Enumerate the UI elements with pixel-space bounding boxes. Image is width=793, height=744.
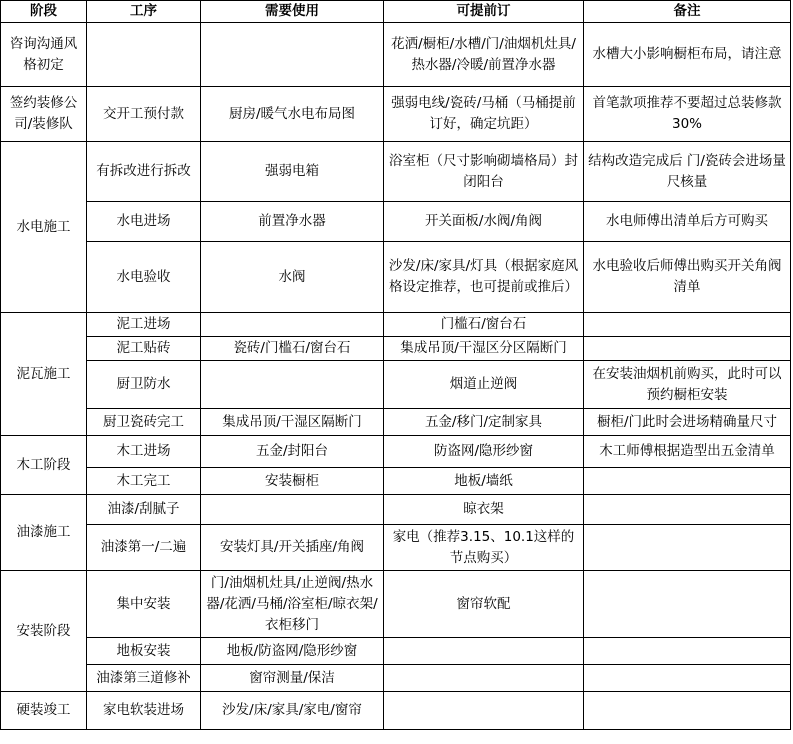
process-cell: 泥工贴砖	[87, 337, 201, 361]
process-cell: 交开工预付款	[87, 87, 201, 142]
table-row	[1, 665, 791, 692]
table-row	[1, 638, 791, 665]
notes-cell: 橱柜/门此时会进场精确量尺寸	[584, 409, 791, 436]
process-cell: 木工完工	[87, 468, 201, 495]
process-cell: 水电进场	[87, 202, 201, 242]
preorder-cell: 家电（推荐3.15、10.1这样的节点购买）	[384, 525, 584, 571]
stage-cell: 油漆施工	[1, 495, 87, 571]
needed-cell: 厨房/暖气水电布局图	[201, 87, 384, 142]
table-row	[1, 571, 791, 638]
preorder-cell: 地板/墙纸	[384, 468, 584, 495]
needed-cell	[201, 313, 384, 337]
process-cell: 厨卫瓷砖完工	[87, 409, 201, 436]
needed-cell: 前置净水器	[201, 202, 384, 242]
process-cell: 油漆第三道修补	[87, 665, 201, 692]
notes-cell: 在安装油烟机前购买，此时可以预约橱柜安装	[584, 361, 791, 409]
notes-cell: 木工师傅根据造型出五金清单	[584, 436, 791, 468]
table-row	[1, 142, 791, 202]
process-cell: 地板安装	[87, 638, 201, 665]
needed-cell: 窗帘测量/保洁	[201, 665, 384, 692]
process-cell: 木工进场	[87, 436, 201, 468]
notes-cell	[584, 468, 791, 495]
preorder-cell: 防盗网/隐形纱窗	[384, 436, 584, 468]
table-row	[1, 337, 791, 361]
notes-cell	[584, 571, 791, 638]
table-row	[1, 23, 791, 87]
process-cell: 集中安装	[87, 571, 201, 638]
preorder-cell	[384, 665, 584, 692]
header-stage: 阶段	[1, 1, 87, 23]
needed-cell: 安装灯具/开关插座/角阀	[201, 525, 384, 571]
preorder-cell: 烟道止逆阀	[384, 361, 584, 409]
header-needed: 需要使用	[201, 1, 384, 23]
process-cell: 家电软装进场	[87, 692, 201, 730]
preorder-cell: 强弱电线/瓷砖/马桶（马桶提前订好，确定坑距）	[384, 87, 584, 142]
process-cell	[87, 23, 201, 87]
process-cell: 厨卫防水	[87, 361, 201, 409]
preorder-cell: 门槛石/窗台石	[384, 313, 584, 337]
preorder-cell: 沙发/床/家具/灯具（根据家庭风格设定推荐，也可提前或推后）	[384, 242, 584, 313]
process-cell: 泥工进场	[87, 313, 201, 337]
notes-cell	[584, 692, 791, 730]
table-row	[1, 692, 791, 730]
preorder-cell: 五金/移门/定制家具	[384, 409, 584, 436]
process-cell: 水电验收	[87, 242, 201, 313]
notes-cell	[584, 337, 791, 361]
stage-cell: 咨询沟通风格初定	[1, 23, 87, 87]
needed-cell: 安装橱柜	[201, 468, 384, 495]
notes-cell	[584, 638, 791, 665]
notes-cell	[584, 495, 791, 525]
header-row	[1, 1, 791, 23]
table-row	[1, 495, 791, 525]
stage-cell: 硬装竣工	[1, 692, 87, 730]
notes-cell: 结构改造完成后 门/瓷砖会进场量尺核量	[584, 142, 791, 202]
notes-cell: 首笔款项推荐不要超过总装修款30%	[584, 87, 791, 142]
preorder-cell: 浴室柜（尺寸影响砌墙格局）封闭阳台	[384, 142, 584, 202]
table-row	[1, 468, 791, 495]
needed-cell: 瓷砖/门槛石/窗台石	[201, 337, 384, 361]
stage-cell: 木工阶段	[1, 436, 87, 495]
needed-cell: 强弱电箱	[201, 142, 384, 202]
notes-cell	[584, 525, 791, 571]
header-notes: 备注	[584, 1, 791, 23]
notes-cell	[584, 665, 791, 692]
stage-cell: 水电施工	[1, 142, 87, 313]
needed-cell: 地板/防盗网/隐形纱窗	[201, 638, 384, 665]
needed-cell: 水阀	[201, 242, 384, 313]
table-row	[1, 202, 791, 242]
table-row	[1, 242, 791, 313]
preorder-cell: 花洒/橱柜/水槽/门/油烟机灶具/热水器/冷暖/前置净水器	[384, 23, 584, 87]
header-preorder: 可提前订	[384, 1, 584, 23]
table-row	[1, 361, 791, 409]
notes-cell: 水电验收后师傅出购买开关角阀清单	[584, 242, 791, 313]
stage-cell: 签约装修公司/装修队	[1, 87, 87, 142]
preorder-cell: 集成吊顶/干湿区分区隔断门	[384, 337, 584, 361]
stage-cell: 泥瓦施工	[1, 313, 87, 436]
header-process: 工序	[87, 1, 201, 23]
preorder-cell	[384, 692, 584, 730]
process-cell: 油漆/刮腻子	[87, 495, 201, 525]
needed-cell: 门/油烟机灶具/止逆阀/热水器/花洒/马桶/浴室柜/晾衣架/衣柜移门	[201, 571, 384, 638]
notes-cell: 水电师傅出清单后方可购买	[584, 202, 791, 242]
notes-cell	[584, 313, 791, 337]
needed-cell	[201, 361, 384, 409]
preorder-cell: 晾衣架	[384, 495, 584, 525]
needed-cell: 集成吊顶/干湿区隔断门	[201, 409, 384, 436]
stage-cell: 安装阶段	[1, 571, 87, 692]
table-row	[1, 436, 791, 468]
needed-cell	[201, 495, 384, 525]
preorder-cell: 开关面板/水阀/角阀	[384, 202, 584, 242]
process-cell: 有拆改进行拆改	[87, 142, 201, 202]
needed-cell: 沙发/床/家具/家电/窗帘	[201, 692, 384, 730]
notes-cell: 水槽大小影响橱柜布局，请注意	[584, 23, 791, 87]
table-row	[1, 409, 791, 436]
needed-cell: 五金/封阳台	[201, 436, 384, 468]
table-row	[1, 525, 791, 571]
preorder-cell: 窗帘软配	[384, 571, 584, 638]
preorder-cell	[384, 638, 584, 665]
table-row	[1, 87, 791, 142]
table-row	[1, 313, 791, 337]
needed-cell	[201, 23, 384, 87]
process-cell: 油漆第一/二遍	[87, 525, 201, 571]
